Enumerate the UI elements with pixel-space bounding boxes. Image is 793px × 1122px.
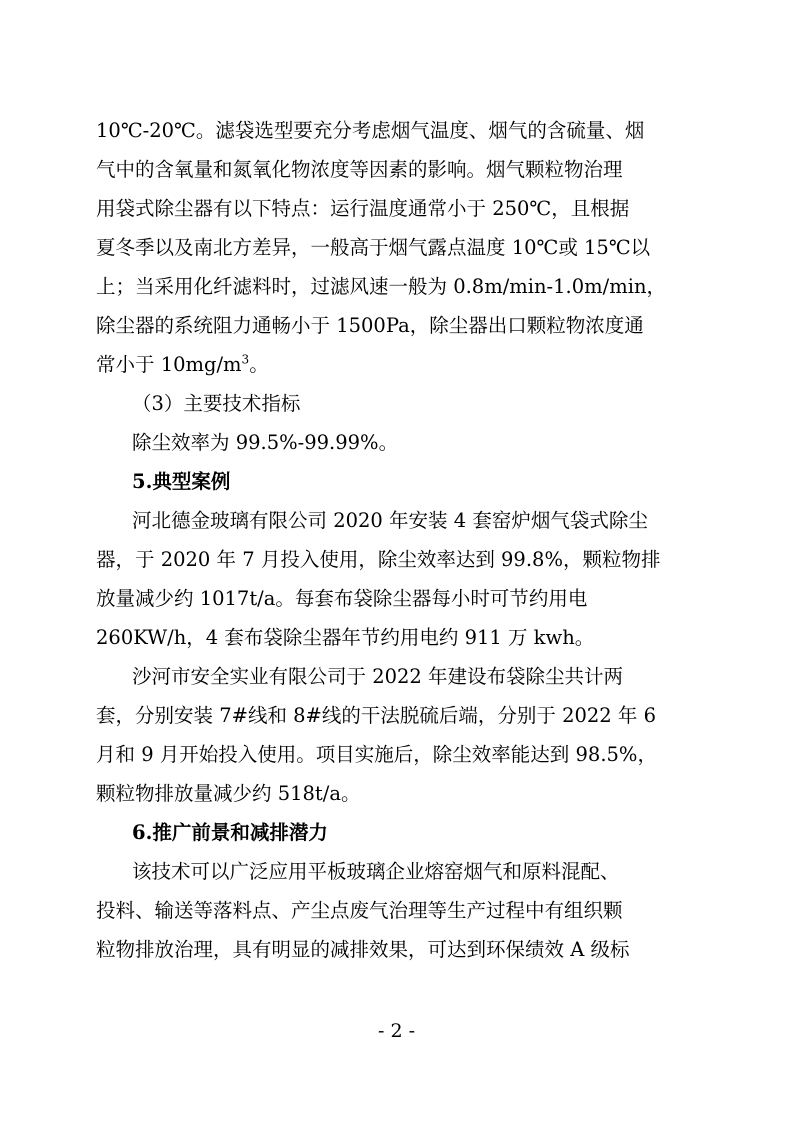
paragraph-line: 粒物排放治理，具有明显的减排效果，可达到环保绩效 A 级标 — [96, 938, 630, 961]
paragraph-line: 河北德金玻璃有限公司 2020 年安装 4 套窑炉烟气袋式除尘 — [132, 509, 648, 532]
paragraph-line: 套，分别安装 7#线和 8#线的干法脱硫后端，分别于 2022 年 6 — [96, 704, 657, 727]
paragraph-line: 除尘效率为 99.5%-99.99%。 — [132, 431, 399, 454]
paragraph-line: 放量减少约 1017t/a。每套布袋除尘器每小时可节约用电 — [96, 587, 588, 610]
page-number: - 2 - — [377, 1020, 415, 1042]
paragraph-line: 气中的含氧量和氮氧化物浓度等因素的影响。烟气颗粒物治理 — [96, 158, 623, 181]
paragraph-line: 月和 9 月开始投入使用。项目实施后，除尘效率能达到 98.5%， — [96, 743, 657, 766]
paragraph-line: 夏冬季以及南北方差异，一般高于烟气露点温度 10℃或 15℃以 — [96, 236, 651, 259]
text-run: 常小于 10mg/m — [96, 353, 242, 376]
paragraph-line: 10℃-20℃。滤袋选型要充分考虑烟气温度、烟气的含硫量、烟 — [96, 119, 645, 142]
section-heading-5: 5.典型案例 — [132, 470, 231, 493]
paragraph-line: 沙河市安全实业有限公司于 2022 年建设布袋除尘共计两 — [132, 665, 624, 688]
paragraph-line: 用袋式除尘器有以下特点：运行温度通常小于 250℃，且根据 — [96, 197, 630, 220]
section-heading-6: 6.推广前景和减排潜力 — [132, 821, 328, 844]
paragraph-line: 260KW/h，4 套布袋除尘器年节约用电约 911 万 kwh。 — [96, 626, 595, 649]
paragraph-line: 该技术可以广泛应用平板玻璃企业熔窑烟气和原料混配、 — [132, 860, 620, 883]
paragraph-line: 器，于 2020 年 7 月投入使用，除尘效率达到 99.8%，颗粒物排 — [96, 548, 661, 571]
paragraph-line: 上；当采用化纤滤料时，过滤风速一般为 0.8m/min-1.0m/min， — [96, 275, 667, 298]
subheading-line: （3）主要技术指标 — [132, 392, 301, 415]
text-run: 。 — [249, 353, 269, 376]
paragraph-line: 颗粒物排放量减少约 518t/a。 — [96, 782, 361, 805]
paragraph-line — [96, 353, 676, 377]
paragraph-line: 投料、输送等落料点、产尘点废气治理等生产过程中有组织颗 — [96, 899, 623, 922]
paragraph-line: 除尘器的系统阻力通畅小于 1500Pa，除尘器出口颗粒物浓度通 — [96, 314, 644, 337]
superscript: 3 — [241, 352, 250, 367]
